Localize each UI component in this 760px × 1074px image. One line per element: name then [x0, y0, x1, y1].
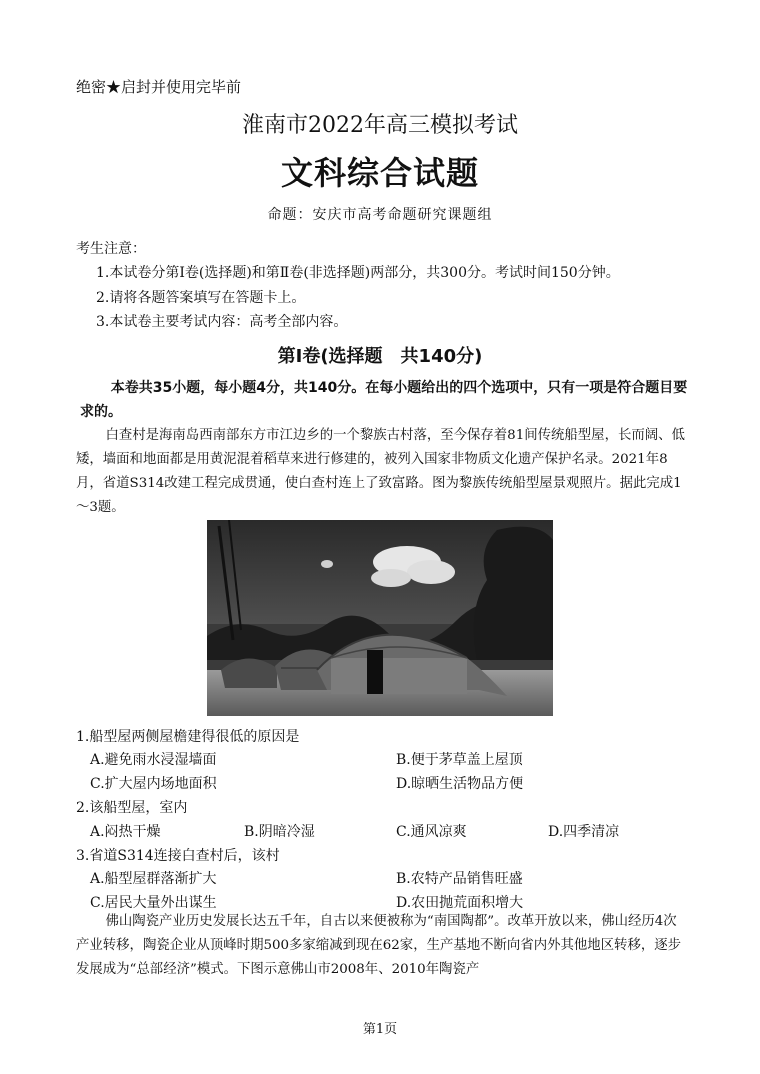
notice-title: 考生注意： [76, 241, 146, 257]
page-number: 第1页 [362, 1022, 398, 1037]
notice-item: 1.本试卷分第Ⅰ卷(选择题)和第Ⅱ卷(非选择题)两部分，共300分。考试时间150分钟。 [96, 265, 620, 281]
question-3-option-b[interactable]: B.农特产品销售旺盛 [396, 871, 523, 887]
exam-name: 淮南市2022年高三模拟考试 [242, 113, 518, 138]
question-1-option-a[interactable]: A.避免雨水浸湿墙面 [90, 752, 217, 768]
question-2-stem: 2.该船型屋，室内 [76, 800, 188, 816]
confidential-mark: 绝密★启封并使用完毕前 [76, 78, 242, 96]
passage-boat-house: 白查村是海南岛西南部东方市江边乡的一个黎族古村落，至今保存着81间传统船型屋，长而阔、低矮，墙面和地面都是用黄泥混着稻草来进行修建的，被列入国家非物质文化遗产保护名录。2021年8月，省道S314改建工程完成贯通，使白查村连上了致富路。图为黎族传统船型屋景观照片。据此完成1～3题。 [76, 428, 685, 515]
section-instruction: 本卷共35小题，每小题4分，共140分。在每小题给出的四个选项中，只有一项是符合题目要求的。 [80, 380, 688, 420]
setter-line: 命题：安庆市高考命题研究课题组 [267, 207, 493, 223]
subject-title: 文科综合试题 [280, 154, 479, 192]
boat-house-photo [207, 520, 553, 716]
notice-item: 2.请将各题答案填写在答题卡上。 [96, 290, 306, 306]
question-2-option-c[interactable]: C.通风凉爽 [396, 824, 467, 840]
section-title: 第Ⅰ卷(选择题 共140分) [277, 346, 483, 367]
question-1-stem: 1.船型屋两侧屋檐建得很低的原因是 [76, 729, 300, 745]
question-2-option-b[interactable]: B.阴暗冷湿 [244, 824, 315, 840]
notice-item: 3.本试卷主要考试内容：高考全部内容。 [96, 314, 348, 330]
question-3-option-d[interactable]: D.农田抛荒面积增大 [396, 895, 524, 911]
question-1-option-b[interactable]: B.便于茅草盖上屋顶 [396, 752, 523, 768]
question-2-option-d[interactable]: D.四季清凉 [548, 824, 620, 840]
question-3-stem: 3.省道S314连接白查村后，该村 [76, 848, 280, 864]
question-3-option-a[interactable]: A.船型屋群落渐扩大 [90, 871, 217, 887]
question-2-option-a[interactable]: A.闷热干燥 [90, 824, 161, 840]
question-3-option-c[interactable]: C.居民大量外出谋生 [90, 895, 217, 911]
question-1-option-d[interactable]: D.晾晒生活物品方便 [396, 776, 524, 792]
question-1-option-c[interactable]: C.扩大屋内场地面积 [90, 776, 217, 792]
passage-foshan-ceramics: 佛山陶瓷产业历史发展长达五千年，自古以来便被称为“南国陶都”。改革开放以来，佛山经历4次产业转移，陶瓷企业从顶峰时期500多家缩减到现在62家，生产基地不断向省内外其他地区转移，逐步发展成为“总部经济”模式。下图示意佛山市2008年、2010年陶瓷产 [76, 914, 682, 977]
